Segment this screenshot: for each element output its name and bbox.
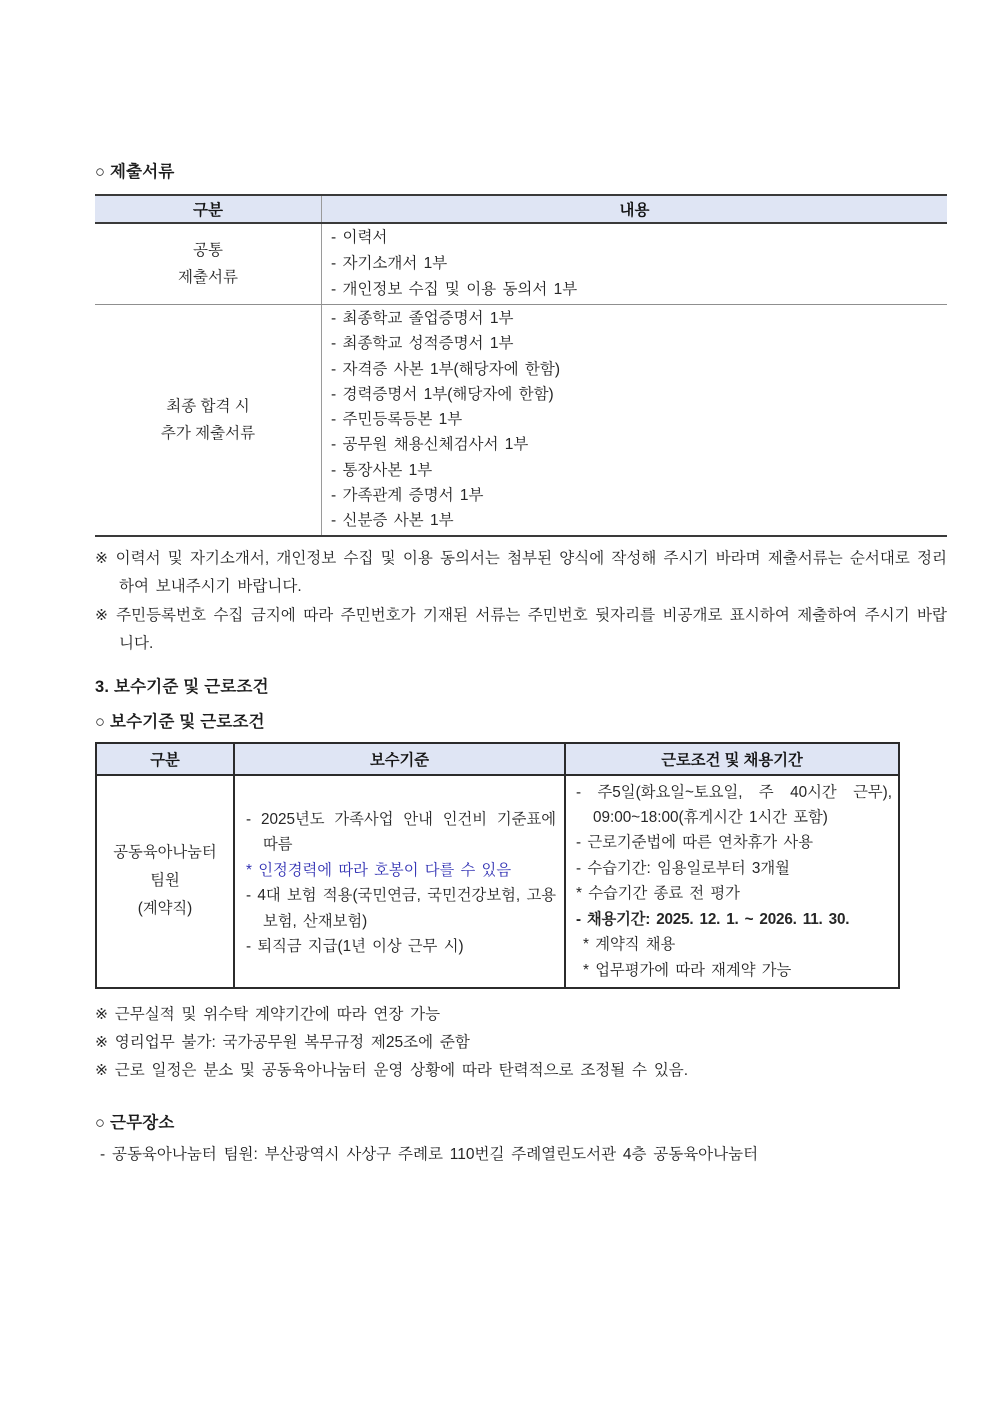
list-item: - 수습기간: 임용일로부터 3개월 [576,859,790,877]
list-item: - 자기소개서 1부 [331,255,448,272]
table-row [95,304,947,535]
compensation-table [95,742,900,989]
work-conditions-cell [566,776,898,987]
category-line: 공통 [193,242,223,259]
list-item-note-blue: * 인정경력에 따라 호봉이 다를 수 있음 [246,861,512,879]
list-item: - 주민등록등본 1부 [331,411,463,429]
workplace-heading: ○ 근무장소 [95,1113,175,1132]
list-item: * 업무평가에 따라 재계약 가능 [583,961,792,979]
submission-common-items [322,224,947,304]
category-line: 팀원 [150,872,180,890]
category-line: (계약직) [137,900,193,918]
compensation-header-conditions: 근로조건 및 채용기간 [661,751,803,769]
list-item: - 최종학교 성적증명서 1부 [331,335,514,353]
table-row [97,776,898,987]
list-item: - 경력증명서 1부(해당자에 한함) [331,385,554,403]
list-item: - 2025년도 가족사업 안내 인건비 기준표에 따름 [246,811,556,854]
compensation-header-category: 구분 [97,744,235,774]
list-item: - 이력서 [331,229,388,246]
submission-table [95,194,947,537]
list-item: - 근로기준법에 따른 연차휴가 사용 [576,834,813,852]
note-line: ※ 이력서 및 자기소개서, 개인정보 수집 및 이용 동의서는 첨부된 양식에 작성해 주시기 바라며 제출서류는 순서대로 정리하여 보내주시기 바랍니다. [95,549,947,596]
category-line: 제출서류 [178,269,238,286]
page-content [95,0,947,1168]
list-item: - 신분증 사본 1부 [331,512,454,530]
compensation-category [97,776,235,987]
list-item-hire-period: - 채용기간: 2025. 12. 1. ~ 2026. 11. 30. [576,910,850,928]
list-item: - 최종학교 졸업증명서 1부 [331,310,514,327]
compensation-notes [95,1001,947,1085]
list-item: - 통장사본 1부 [331,461,433,479]
compensation-table-header-row [97,744,898,776]
submission-table-header-content: 내용 [619,202,650,219]
submission-final-category [95,305,322,535]
category-line: 최종 합격 시 [166,397,250,415]
list-item: * 수습기간 종료 전 평가 [576,885,740,903]
compensation-section-heading: 3. 보수기준 및 근로조건 [95,677,269,696]
submission-common-category [95,224,322,304]
category-line: 추가 제출서류 [160,424,256,442]
category-line: 공동육아나눔터 [113,844,217,862]
list-item: - 4대 보험 적용(국민연금, 국민건강보험, 고용보험, 산재보험) [246,887,556,930]
list-item: - 가족관계 증명서 1부 [331,487,484,505]
list-item: - 개인정보 수집 및 이용 동의서 1부 [331,281,578,298]
note-line: ※ 근로 일정은 분소 및 공동육아나눔터 운영 상황에 따라 탄력적으로 조정될 수 있음. [95,1061,689,1079]
submission-final-items [322,305,947,535]
workplace-detail: - 공동육아나눔터 팀원: 부산광역시 사상구 주례로 110번길 주례열린도서관 4층 공동육아나눔터 [100,1145,759,1163]
note-line: ※ 영리업무 불가: 국가공무원 복무규정 제25조에 준함 [95,1033,470,1051]
table-row [95,224,947,304]
note-line: ※ 주민등록번호 수집 금지에 따라 주민번호가 기재된 서류는 주민번호 뒷자리를 비공개로 표시하여 제출하여 주시기 바랍니다. [95,606,947,653]
note-line: ※ 근무실적 및 위수탁 계약기간에 따라 연장 가능 [95,1005,441,1023]
compensation-subheading: ○ 보수기준 및 근로조건 [95,712,265,731]
list-item: * 계약직 채용 [583,936,676,954]
list-item: - 퇴직금 지급(1년 이상 근무 시) [246,938,464,956]
submission-table-header-category: 구분 [95,196,322,222]
submission-notes [95,545,947,659]
list-item: - 주5일(화요일~토요일, 주 40시간 근무), 09:00~18:00(휴게시간 1시간 포함) [576,783,892,827]
list-item: - 공무원 채용신체검사서 1부 [331,436,529,454]
submission-heading: ○ 제출서류 [95,163,175,181]
pay-standard-cell [235,776,566,987]
list-item: - 자격증 사본 1부(해당자에 한함) [331,360,561,378]
compensation-header-pay: 보수기준 [235,744,566,774]
submission-table-header-row [95,196,947,224]
